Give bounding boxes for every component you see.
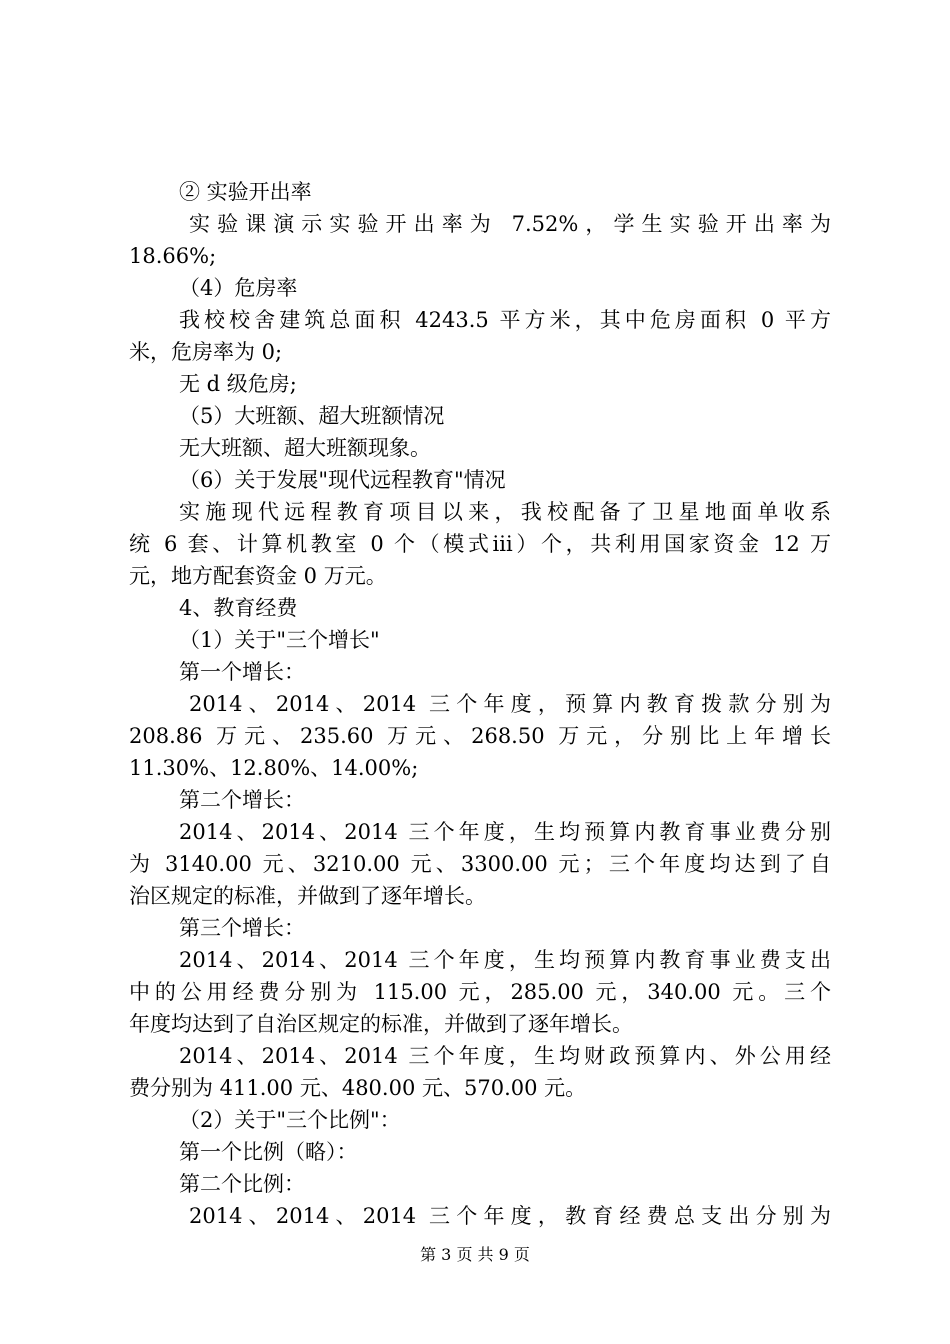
paragraph-line: 2014、2014、2014 三个年度，生均预算内教育事业费分别 xyxy=(179,820,831,844)
paragraph-line: 治区规定的标准，并做到了逐年增长。 xyxy=(129,884,486,908)
paragraph-line: 2014、2014、2014 三个年度，生均财政预算内、外公用经 xyxy=(179,1044,831,1068)
page-number-footer: 第 3 页 共 9 页 xyxy=(420,1245,530,1264)
paragraph-line: 米，危房率为 0; xyxy=(129,340,283,364)
document-body xyxy=(129,176,831,1232)
heading-class-size: （5）大班额、超大班额情况 xyxy=(179,404,445,428)
heading-second-ratio: 第二个比例： xyxy=(179,1172,305,1196)
paragraph-line: 18.66%; xyxy=(129,244,217,268)
paragraph-line: 无大班额、超大班额现象。 xyxy=(179,436,431,460)
paragraph-line: 2014、2014、2014 三个年度，生均预算内教育事业费支出 xyxy=(179,948,831,972)
paragraph-line: 费分别为 411.00 元、480.00 元、570.00 元。 xyxy=(129,1076,587,1100)
paragraph-line: 2014、2014、2014 三个年度，预算内教育拨款分别为 xyxy=(189,692,831,716)
paragraph-line: 为 3140.00 元、3210.00 元、3300.00 元；三个年度均达到了自 xyxy=(129,852,831,876)
paragraph-line: 实验课演示实验开出率为 7.52%，学生实验开出率为 xyxy=(189,212,831,236)
paragraph-line: 11.30%、12.80%、14.00%; xyxy=(129,756,419,780)
heading-second-growth: 第二个增长： xyxy=(179,788,305,812)
heading-three-ratios: （2）关于"三个比例"： xyxy=(179,1108,401,1132)
paragraph-line: 统 6 套、计算机教室 0 个（模式iii）个，共利用国家资金 12 万 xyxy=(129,532,831,556)
paragraph-line: 2014、2014、2014 三个年度，教育经费总支出分别为 xyxy=(189,1204,831,1228)
heading-education-funds: 4、教育经费 xyxy=(179,596,298,620)
paragraph-line: 208.86 万元、235.60 万元、268.50 万元，分别比上年增长 xyxy=(129,724,831,748)
paragraph-line: 中的公用经费分别为 115.00 元，285.00 元，340.00 元。三个 xyxy=(129,980,831,1004)
paragraph-line: 无 d 级危房; xyxy=(179,372,297,396)
heading-remote-education: （6）关于发展"现代远程教育"情况 xyxy=(179,468,506,492)
paragraph-line: 我校校舍建筑总面积 4243.5 平方米，其中危房面积 0 平方 xyxy=(179,308,831,332)
heading-first-growth: 第一个增长： xyxy=(179,660,305,684)
paragraph-line: 年度均达到了自治区规定的标准，并做到了逐年增长。 xyxy=(129,1012,633,1036)
heading-three-growths: （1）关于"三个增长" xyxy=(179,628,380,652)
heading-first-ratio: 第一个比例（略）： xyxy=(179,1140,358,1164)
paragraph-line: 实施现代远程教育项目以来，我校配备了卫星地面单收系 xyxy=(179,500,831,524)
heading-third-growth: 第三个增长： xyxy=(179,916,305,940)
heading-experiment-rate: ② 实验开出率 xyxy=(179,180,312,204)
heading-dangerous-building-rate: （4）危房率 xyxy=(179,276,298,300)
paragraph-line: 元，地方配套资金 0 万元。 xyxy=(129,564,387,588)
